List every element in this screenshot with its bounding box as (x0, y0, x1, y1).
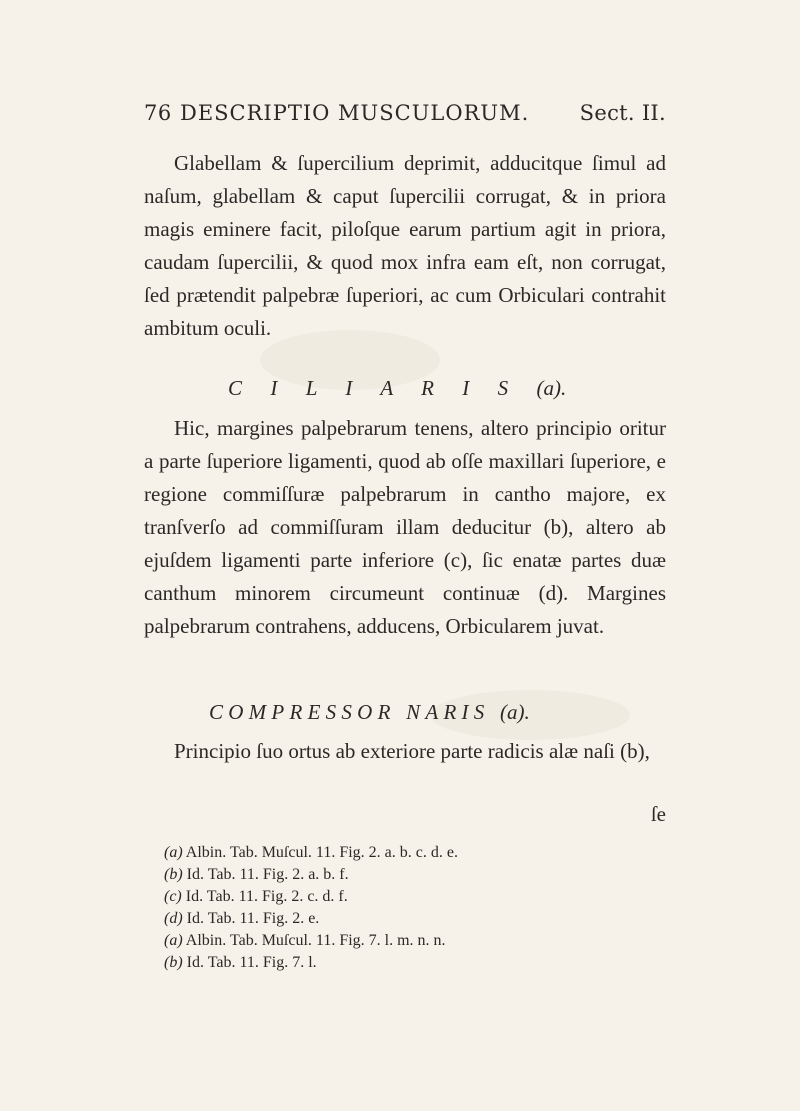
footnote (164, 952, 684, 974)
heading-footnote-ref: (a). (536, 376, 567, 400)
footnote-text: Id. Tab. 11. Fig. 7. l. (186, 954, 317, 971)
footnote-text: Id. Tab. 11. Fig. 2. a. b. f. (186, 866, 349, 883)
footnote (164, 864, 684, 886)
section-label: Sect. II. (579, 101, 666, 125)
footnotes (164, 842, 684, 974)
page-number: 76 (144, 101, 172, 125)
footnote (164, 886, 684, 908)
footnote-text: Albin. Tab. Muſcul. 11. Fig. 7. l. m. n. n. (185, 932, 446, 949)
footnote-text: Id. Tab. 11. Fig. 2. c. d. f. (185, 888, 348, 905)
footnote-mark: (b) (164, 954, 183, 971)
heading-ciliaris (228, 376, 566, 401)
footnote (164, 908, 684, 930)
paragraph-1 (144, 147, 666, 345)
heading-compressor-naris (209, 700, 530, 725)
heading-title: COMPRESSOR NARIS (209, 700, 490, 724)
catchword: ſe (650, 802, 666, 826)
paragraph-text: Glabellam & ſupercilium deprimit, adducitque ſimul ad naſum, glabellam & caput ſupercilii corrugat, & in priora magis eminere facit, piloſque earum partium agit in priora, caudam ſupercilii, & quod mox infra eam eſt, non corrugat, ſed prætendit palpebræ ſuperiori, ac cum Orbiculari contrahit ambitum oculi. (144, 151, 666, 340)
footnote-mark: (d) (164, 910, 183, 927)
footnote (164, 842, 684, 864)
footnote-mark: (a) (164, 932, 183, 949)
paragraph-2 (144, 412, 666, 643)
footnote-text: Id. Tab. 11. Fig. 2. e. (186, 910, 320, 927)
footnote-mark: (b) (164, 866, 183, 883)
footnote-text: Albin. Tab. Muſcul. 11. Fig. 2. a. b. c. d. e. (185, 844, 458, 861)
heading-footnote-ref: (a). (500, 700, 530, 724)
footnote (164, 930, 684, 952)
page-header (144, 101, 666, 131)
footnote-mark: (a) (164, 844, 183, 861)
heading-title: C I L I A R I S (228, 376, 520, 400)
running-title: DESCRIPTIO MUSCULORUM. (180, 101, 530, 125)
paragraph-text: Principio ſuo ortus ab exteriore parte radicis alæ naſi (b), (174, 739, 650, 763)
paragraph-3 (144, 735, 666, 768)
paragraph-text: Hic, margines palpebrarum tenens, altero principio oritur a parte ſuperiore ligamenti, quod ab oſſe maxillari ſuperiore, e regione commiſſuræ palpebrarum in cantho majore, ex tranſverſo ad commiſſuram illam deducitur (b), altero ab ejuſdem ligamenti parte inferiore (c), ſic enatæ partes duæ canthum minorem circumeunt continuæ (d). Margines palpebrarum contrahens, adducens, Orbicularem juvat. (144, 416, 666, 638)
footnote-mark: (c) (164, 888, 182, 905)
